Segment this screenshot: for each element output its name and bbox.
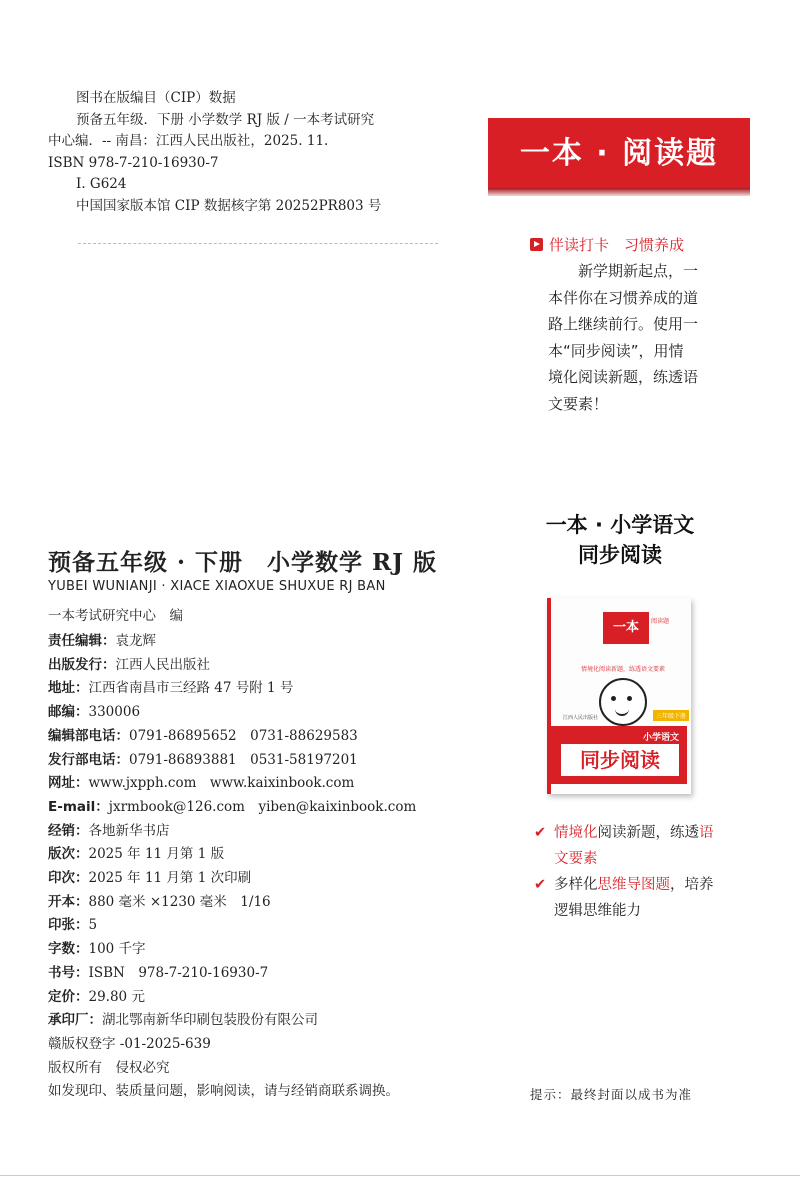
info-row: 经销：各地新华书店 bbox=[48, 822, 170, 839]
check-icon: ✔ bbox=[534, 877, 547, 893]
cip-heading: 图书在版编目（CIP）数据 bbox=[76, 90, 236, 106]
info-row: 字数：100 千字 bbox=[48, 941, 146, 958]
info-row: 定价：29.80 元 bbox=[48, 988, 145, 1005]
reading-line: 本伴你在习惯养成的道 bbox=[548, 288, 699, 307]
info-row: 出版发行：江西人民出版社 bbox=[48, 656, 210, 673]
info-row: 印张：5 bbox=[48, 917, 98, 934]
cover-logo: 一本 bbox=[603, 612, 649, 644]
cover-band bbox=[551, 726, 687, 784]
cip-line: 预备五年级．下册 小学数学 RJ 版 / 一本考试研究 bbox=[76, 111, 375, 128]
reading-line: 文要素！ bbox=[548, 394, 609, 413]
promo-line: 同步阅读 bbox=[578, 543, 662, 567]
info-row: 如发现印、装质量问题，影响阅读，请与经销商联系调换。 bbox=[48, 1083, 399, 1100]
reading-heading-text: 伴读打卡 习惯养成 bbox=[549, 236, 685, 254]
feature-item: ✔ 多样化思维导图题，培养逻辑思维能力 bbox=[534, 872, 724, 924]
info-row: 版权所有 侵权必究 bbox=[48, 1059, 170, 1076]
info-row: 地址：江西省南昌市三经路 47 号附 1 号 bbox=[48, 680, 294, 697]
info-row: 承印厂：湖北鄂南新华印刷包装股份有限公司 bbox=[48, 1012, 318, 1029]
feature-list bbox=[534, 820, 724, 924]
reading-body bbox=[548, 258, 716, 417]
info-row: 版次：2025 年 11 月第 1 版 bbox=[48, 846, 225, 863]
info-row: 开本：880 毫米 ×1230 毫米 1/16 bbox=[48, 893, 271, 910]
reading-heading bbox=[530, 234, 684, 255]
info-row: E-mail：jxrmbook@126.com yiben@kaixinbook.com bbox=[48, 798, 417, 815]
cover-tagline: 情境化阅读新题，练透语文要素 bbox=[580, 666, 665, 673]
check-icon: ✔ bbox=[534, 825, 547, 841]
reading-line: 路上继续前行。使用一 bbox=[548, 315, 699, 333]
info-row: 责任编辑：袁龙辉 bbox=[48, 633, 156, 649]
play-icon bbox=[530, 238, 543, 251]
info-row: 发行部电话：0791-86893881 0531-58197201 bbox=[48, 751, 358, 768]
promo-heading bbox=[520, 510, 720, 570]
info-row: 网址：www.jxpph.com www.kaixinbook.com bbox=[48, 775, 355, 792]
book-cover-image bbox=[547, 598, 691, 794]
reading-banner bbox=[488, 118, 750, 188]
book-editor: 一本考试研究中心 编 bbox=[48, 608, 183, 624]
cip-line: 中心编．-- 南昌：江西人民出版社，2025. 11. bbox=[48, 133, 329, 149]
page-bottom-line bbox=[0, 1175, 800, 1176]
reading-line: 本“同步阅读”，用情 bbox=[548, 341, 684, 360]
cover-subject: 小学语文 bbox=[642, 733, 679, 743]
info-row: 印次：2025 年 11 月第 1 次印刷 bbox=[48, 870, 252, 887]
cover-name: 同步阅读 bbox=[561, 744, 679, 776]
info-row: 书号：ISBN 978-7-210-16930-7 bbox=[48, 964, 269, 981]
cip-line: Ⅰ. G624 bbox=[76, 176, 127, 192]
banner-shadow bbox=[488, 188, 750, 196]
cip-line: 中国国家版本馆 CIP 数据核字第 20252PR803 号 bbox=[76, 197, 382, 214]
info-row: 编辑部电话：0791-86895652 0731-88629583 bbox=[48, 727, 358, 744]
info-row: 邮编：330006 bbox=[48, 704, 141, 721]
cip-divider bbox=[78, 243, 438, 244]
cip-block bbox=[48, 88, 468, 217]
reading-line: 境化阅读新题，练透语 bbox=[548, 368, 699, 386]
book-title: 预备五年级 · 下册 小学数学 RJ 版 bbox=[48, 549, 438, 576]
cover-publisher: 江西人民出版社 bbox=[563, 715, 599, 721]
reading-line: 新学期新起点，一 bbox=[578, 262, 699, 280]
cover-grade-badge: 三年级下册 bbox=[653, 710, 689, 721]
feature-item: ✔ 情境化阅读新题，练透语文要素 bbox=[534, 820, 724, 872]
cover-logo-sub: 阅读题 bbox=[651, 618, 670, 625]
cover-tip: 提示：最终封面以成书为准 bbox=[530, 1087, 693, 1102]
cartoon-boy-icon bbox=[599, 678, 647, 726]
promo-line: 一本 · 小学语文 bbox=[545, 513, 695, 537]
publication-info bbox=[48, 630, 416, 1104]
banner-title: 一本 · 阅读题 bbox=[519, 136, 719, 171]
info-row: 赣版权登字 -01-2025-639 bbox=[48, 1035, 211, 1052]
book-pinyin: YUBEI WUNIANJI · XIACE XIAOXUE SHUXUE RJ BAN bbox=[48, 579, 386, 594]
cip-line: ISBN 978-7-210-16930-7 bbox=[48, 154, 219, 171]
